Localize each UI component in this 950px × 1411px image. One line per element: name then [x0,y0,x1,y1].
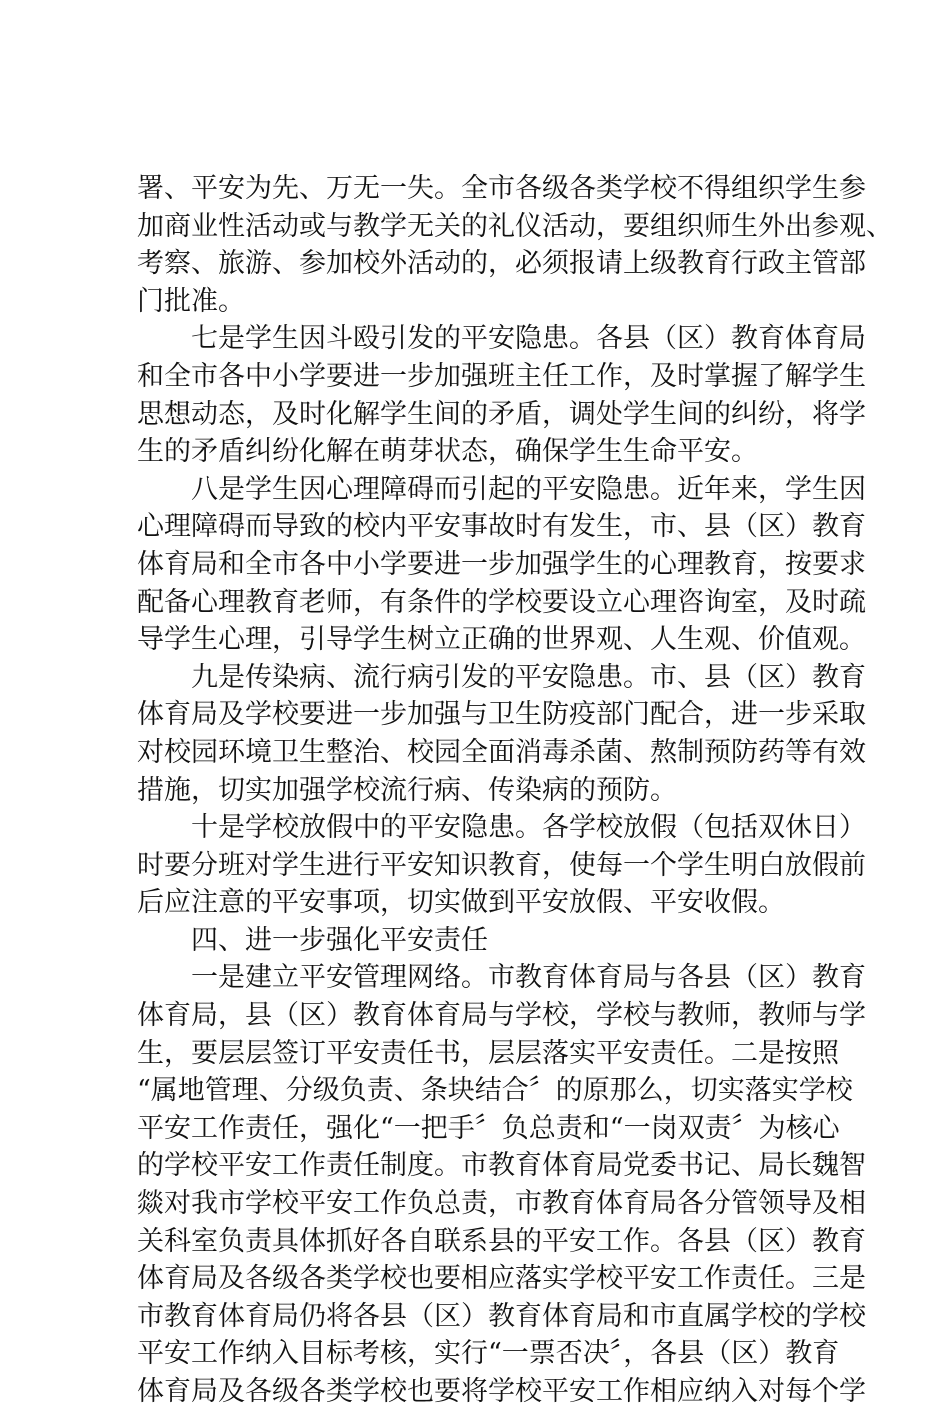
paragraph-start-line: 十是学校放假中的平安隐患。各学校放假（包括双休日） [191,812,866,844]
text-line: “属地管理、分级负责、条块结合〞的原那么，切实落实学校 [137,1075,853,1107]
text-line: 平安工作纳入目标考核，实行“一票否决〞，各县（区）教育 [137,1338,840,1370]
text-line: 燚对我市学校平安工作负总责，市教育体育局各分管领导及相 [137,1188,866,1220]
text-line: 生的矛盾纠纷化解在萌芽状态，确保学生生命平安。 [137,436,758,468]
text-line: 心理障碍而导致的校内平安事故时有发生，市、县（区）教育 [137,511,866,543]
paragraph-start-line: 九是传染病、流行病引发的平安隐患。市、县（区）教育 [191,661,866,693]
text-line: 和全市各中小学要进一步加强班主任工作，及时掌握了解学生 [137,360,866,392]
text-line: 时要分班对学生进行平安知识教育，使每一个学生明白放假前 [137,849,866,881]
text-line: 市教育体育局仍将各县（区）教育体育局和市直属学校的学校 [137,1300,866,1332]
text-line: 思想动态，及时化解学生间的矛盾，调处学生间的纠纷，将学 [137,398,866,430]
paragraph-start-line: 八是学生因心理障碍而引起的平安隐患。近年来，学生因 [191,473,866,505]
text-line: 导学生心理，引导学生树立正确的世界观、人生观、价值观。 [137,624,866,656]
text-line: 体育局及各级各类学校也要相应落实学校平安工作责任。三是 [137,1263,866,1295]
text-line: 措施，切实加强学校流行病、传染病的预防。 [137,774,677,806]
text-line: 加商业性活动或与教学无关的礼仪活动，要组织师生外出参观、 [137,210,893,242]
text-line: 配备心理教育老师，有条件的学校要设立心理咨询室，及时疏 [137,586,866,618]
text-line: 平安工作责任，强化“一把手〞负总责和“一岗双责〞为核心 [137,1112,840,1144]
text-line: 对校园环境卫生整治、校园全面消毒杀菌、熬制预防药等有效 [137,736,866,768]
text-line: 体育局和全市各中小学要进一步加强学生的心理教育，按要求 [137,548,866,580]
text-line: 的学校平安工作责任制度。市教育体育局党委书记、局长魏智 [137,1150,866,1182]
text-line: 体育局及学校要进一步加强与卫生防疫部门配合，进一步采取 [137,699,866,731]
paragraph-start-line: 一是建立平安管理网络。市教育体育局与各县（区）教育 [191,962,866,994]
text-line: 后应注意的平安事项，切实做到平安放假、平安收假。 [137,887,785,919]
body-text [137,170,893,1411]
text-line: 考察、旅游、参加校外活动的，必须报请上级教育行政主管部 [137,248,866,280]
text-line: 门批准。 [137,285,245,317]
section-heading: 四、进一步强化平安责任 [191,924,488,956]
text-line: 体育局及各级各类学校也要将学校平安工作相应纳入对每个学 [137,1376,866,1407]
paragraph-start-line: 七是学生因斗殴引发的平安隐患。各县（区）教育体育局 [191,323,866,355]
text-line: 体育局，县（区）教育体育局与学校，学校与教师，教师与学 [137,1000,866,1032]
text-line: 关科室负责具体抓好各自联系县的平安工作。各县（区）教育 [137,1225,866,1257]
text-line: 署、平安为先、万无一失。全市各级各类学校不得组织学生参 [137,173,866,204]
text-line: 生，要层层签订平安责任书，层层落实平安责任。二是按照 [137,1037,839,1069]
